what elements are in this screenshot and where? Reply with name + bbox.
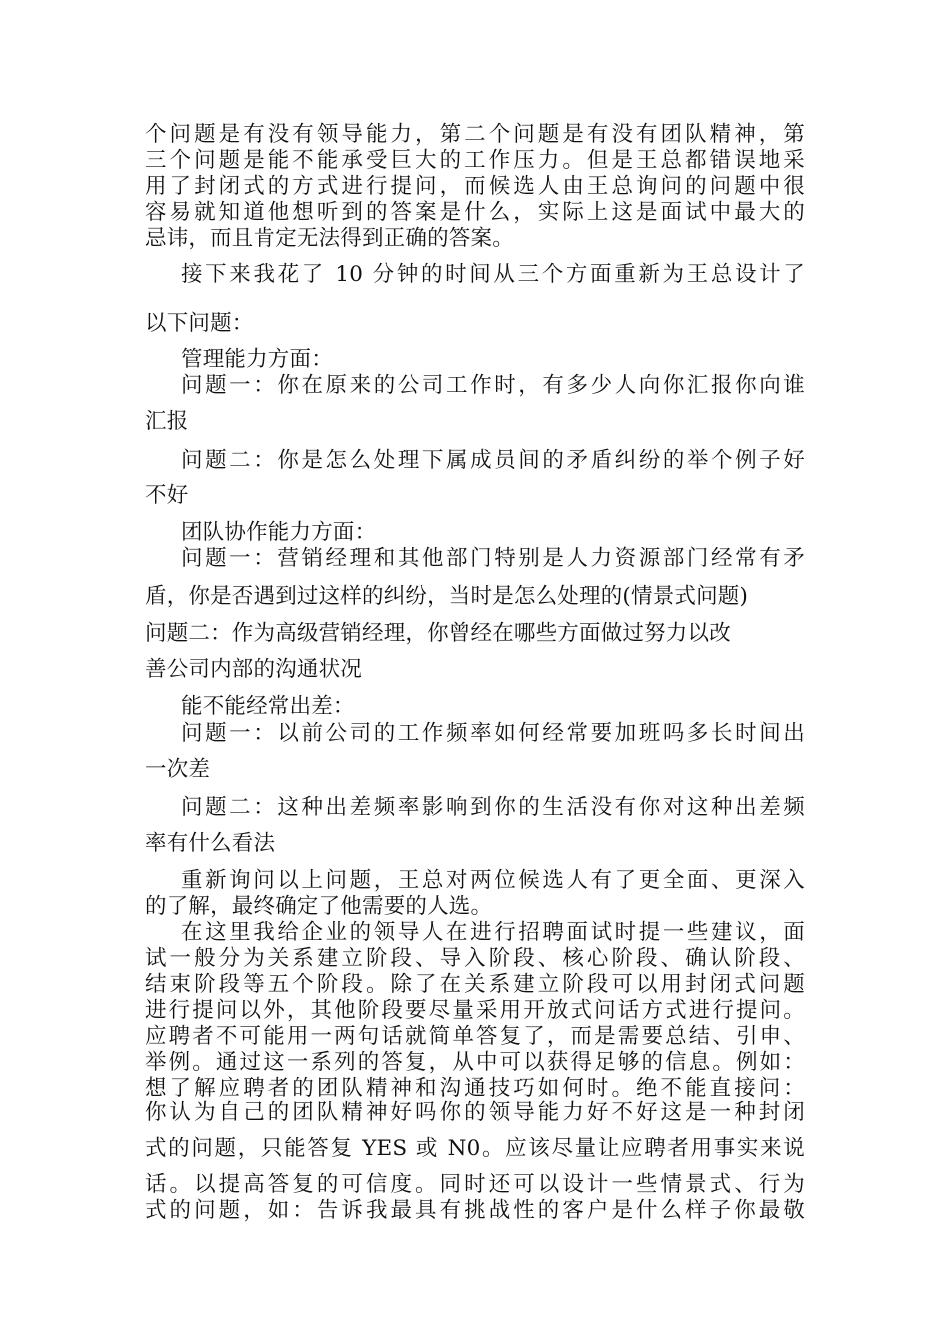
text-line: 式的问题，只能答复 YES 或 N0。应该尽量让应聘者用事实来说	[145, 1136, 805, 1161]
text-line: 重新询问以上问题，王总对两位候选人有了更全面、更深入	[181, 868, 805, 893]
text-line: 问题二：你是怎么处理下属成员间的矛盾纠纷的举个例子好	[181, 448, 805, 473]
text-line: 试一般分为关系建立阶段、导入阶段、核心阶段、确认阶段、	[145, 946, 805, 971]
text-line: 问题二：作为高级营销经理，你曾经在哪些方面做过努力以改	[145, 621, 731, 646]
text-line: 善公司内部的沟通状况	[145, 657, 363, 682]
text-line: 结束阶段等五个阶段。除了在关系建立阶段可以用封闭式问题	[145, 972, 805, 997]
text-line: 的了解，最终确定了他需要的人选。	[145, 894, 493, 919]
text-line: 问题二：这种出差频率影响到你的生活没有你对这种出差频	[181, 795, 805, 820]
text-line: 你认为自己的团队精神好吗你的领导能力好不好这是一种封闭	[145, 1100, 805, 1125]
section-heading: 管理能力方面：	[181, 347, 333, 372]
text-line: 问题一：以前公司的工作频率如何经常要加班吗多长时间出	[181, 721, 805, 746]
text-line: 想了解应聘者的团队精神和沟通技巧如何时。绝不能直接问：	[145, 1076, 805, 1101]
text-line: 接下来我花了 10 分钟的时间从三个方面重新为王总设计了	[181, 262, 805, 287]
text-line: 式的问题，如：告诉我最具有挑战性的客户是什么样子你最敬	[145, 1198, 805, 1223]
text-line: 话。以提高答复的可信度。同时还可以设计一些情景式、行为	[145, 1172, 805, 1197]
text-line: 用了封闭式的方式进行提问，而候选人由王总询问的问题中很	[145, 174, 805, 199]
text-line: 问题一：你在原来的公司工作时，有多少人向你汇报你向谁	[181, 373, 805, 398]
text-line: 举例。通过这一系列的答复，从中可以获得足够的信息。例如：	[145, 1050, 805, 1075]
text-line: 不好	[145, 483, 189, 508]
text-line: 一次差	[145, 757, 211, 782]
text-line: 进行提问以外，其他阶段要尽量采用开放式问话方式进行提问。	[145, 998, 805, 1023]
text-line: 以下问题：	[145, 311, 254, 336]
text-line: 忌讳，而且肯定无法得到正确的答案。	[145, 226, 514, 251]
text-line: 三个问题是能不能承受巨大的工作压力。但是王总都错误地采	[145, 148, 805, 173]
text-line: 率有什么看法	[145, 831, 276, 856]
text-line: 应聘者不可能用一两句话就简单答复了，而是需要总结、引申、	[145, 1024, 805, 1049]
section-heading: 能不能经常出差：	[181, 694, 355, 719]
section-heading: 团队协作能力方面：	[181, 520, 377, 545]
text-line: 汇报	[145, 409, 189, 434]
text-line: 在这里我给企业的领导人在进行招聘面试时提一些建议，面	[181, 920, 805, 945]
text-line: 问题一：营销经理和其他部门特别是人力资源部门经常有矛	[181, 546, 805, 571]
text-line: 盾，你是否遇到过这样的纠纷，当时是怎么处理的(情景式问题)	[145, 584, 749, 609]
text-line: 个问题是有没有领导能力，第二个问题是有没有团队精神，第	[145, 122, 805, 147]
text-line: 容易就知道他想听到的答案是什么，实际上这是面试中最大的	[145, 200, 805, 225]
